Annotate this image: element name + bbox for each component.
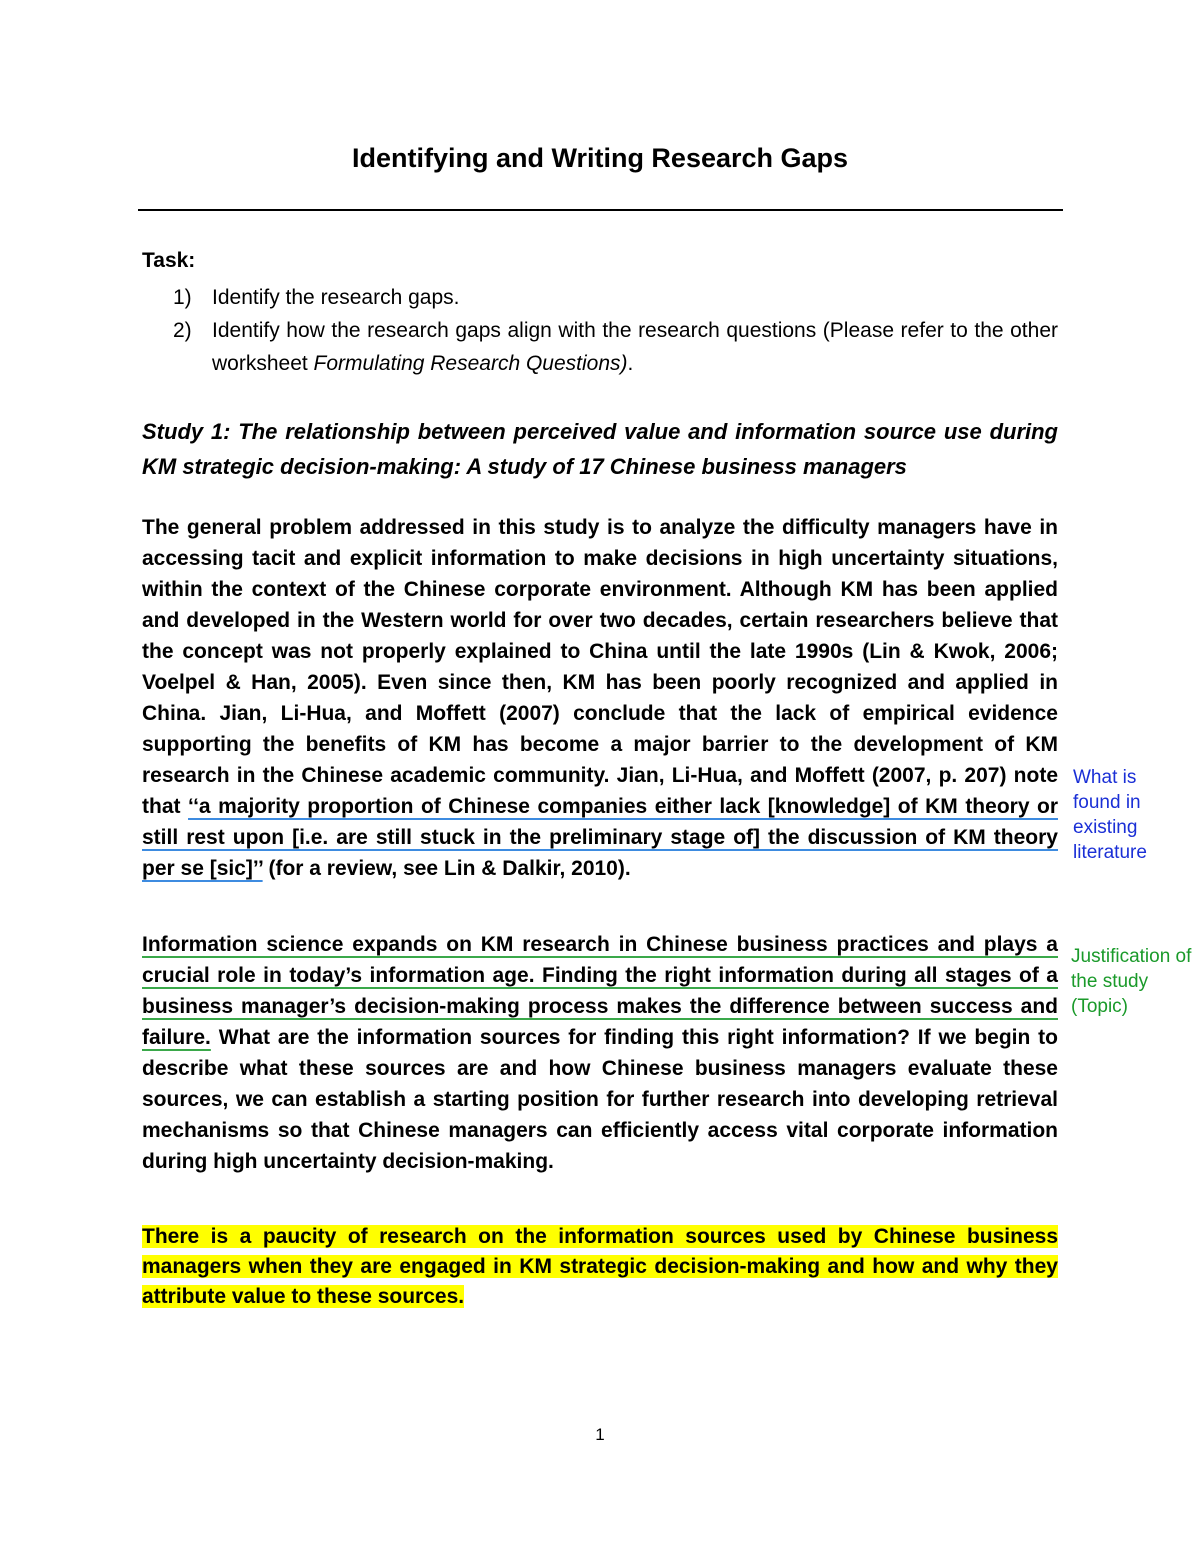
justification-underlined: Information science expands on KM research in Chinese business practices and plays a crucial role in today’s information age. Finding the right information during all stages of a business manager’s decision-making process makes the difference between success and failure. — [142, 933, 1058, 1049]
title-divider — [138, 209, 1063, 211]
task-text: Identify how the research gaps align with the research questions (Please refer to the other worksheet — [212, 319, 1058, 375]
task-label: Task: — [142, 249, 196, 272]
page-title: Identifying and Writing Research Gaps — [351, 143, 849, 173]
paragraph-problem — [142, 512, 1058, 884]
paragraph-text: The general problem addressed in this study is to analyze the difficulty managers have in accessing tacit and explicit information to make decisions in high uncertainty situations, within the context of the Chinese corporate environment. Although KM has been applied and developed in the Western world for over two decades, certain researchers believe that the concept was not properly explained to China until the late 1990s (Lin & Kwok, 2006; Voelpel & Han, 2005). Even since then, KM has been poorly recognized and applied in China. Jian, Li-Hua, and Moffett (2007) conclude that the lack of empirical evidence supporting the benefits of KM has become a major barrier to the development of KM research in the Chinese academic community. Jian, Li-Hua, and Moffett (2007, p. 207) note that — [142, 516, 1058, 818]
task-item — [142, 281, 1058, 314]
task-item — [142, 314, 1058, 380]
task-number: 1) — [173, 286, 192, 309]
study-title: Study 1: The relationship between perceived value and information source use during KM strategic decision-making: A study of 17 Chinese business managers — [142, 419, 1058, 479]
paragraph-justification — [142, 929, 1058, 1177]
paragraph-text-end: (for a review, see Lin & Dalkir, 2010). — [262, 857, 631, 880]
paragraph-research-gap — [142, 1222, 1058, 1312]
literature-quote-underlined: ‘‘a majority proportion of Chinese companies either lack [knowledge] of KM theory or still rest upon [i.e. are still stuck in the preliminary stage of] the discussion of KM theory per se [sic]’’ — [142, 795, 1059, 880]
research-gap-highlight: There is a paucity of research on the information sources used by Chinese business managers when they are engaged in KM strategic decision-making and how and why they attribute value to these sources. — [142, 1225, 1058, 1308]
task-number: 2) — [173, 319, 192, 342]
page-number: 1 — [595, 1425, 605, 1444]
task-text: Identify the research gaps. — [212, 286, 460, 309]
task-text-end: . — [627, 352, 634, 375]
task-list — [142, 281, 1058, 380]
annotation-justification: Justification of the study (Topic) — [1071, 946, 1192, 1017]
paragraph-text-end: What are the information sources for finding this right information? If we begin to describe what these sources are and how Chinese business managers evaluate these sources, we can establish a starting position for further research into developing retrieval mechanisms so that Chinese managers can efficiently access vital corporate information during high uncertainty decision-making. — [142, 1026, 1058, 1173]
annotation-existing-literature: What is found in existing literature — [1073, 767, 1147, 863]
worksheet-title: Formulating Research Questions) — [313, 352, 628, 375]
